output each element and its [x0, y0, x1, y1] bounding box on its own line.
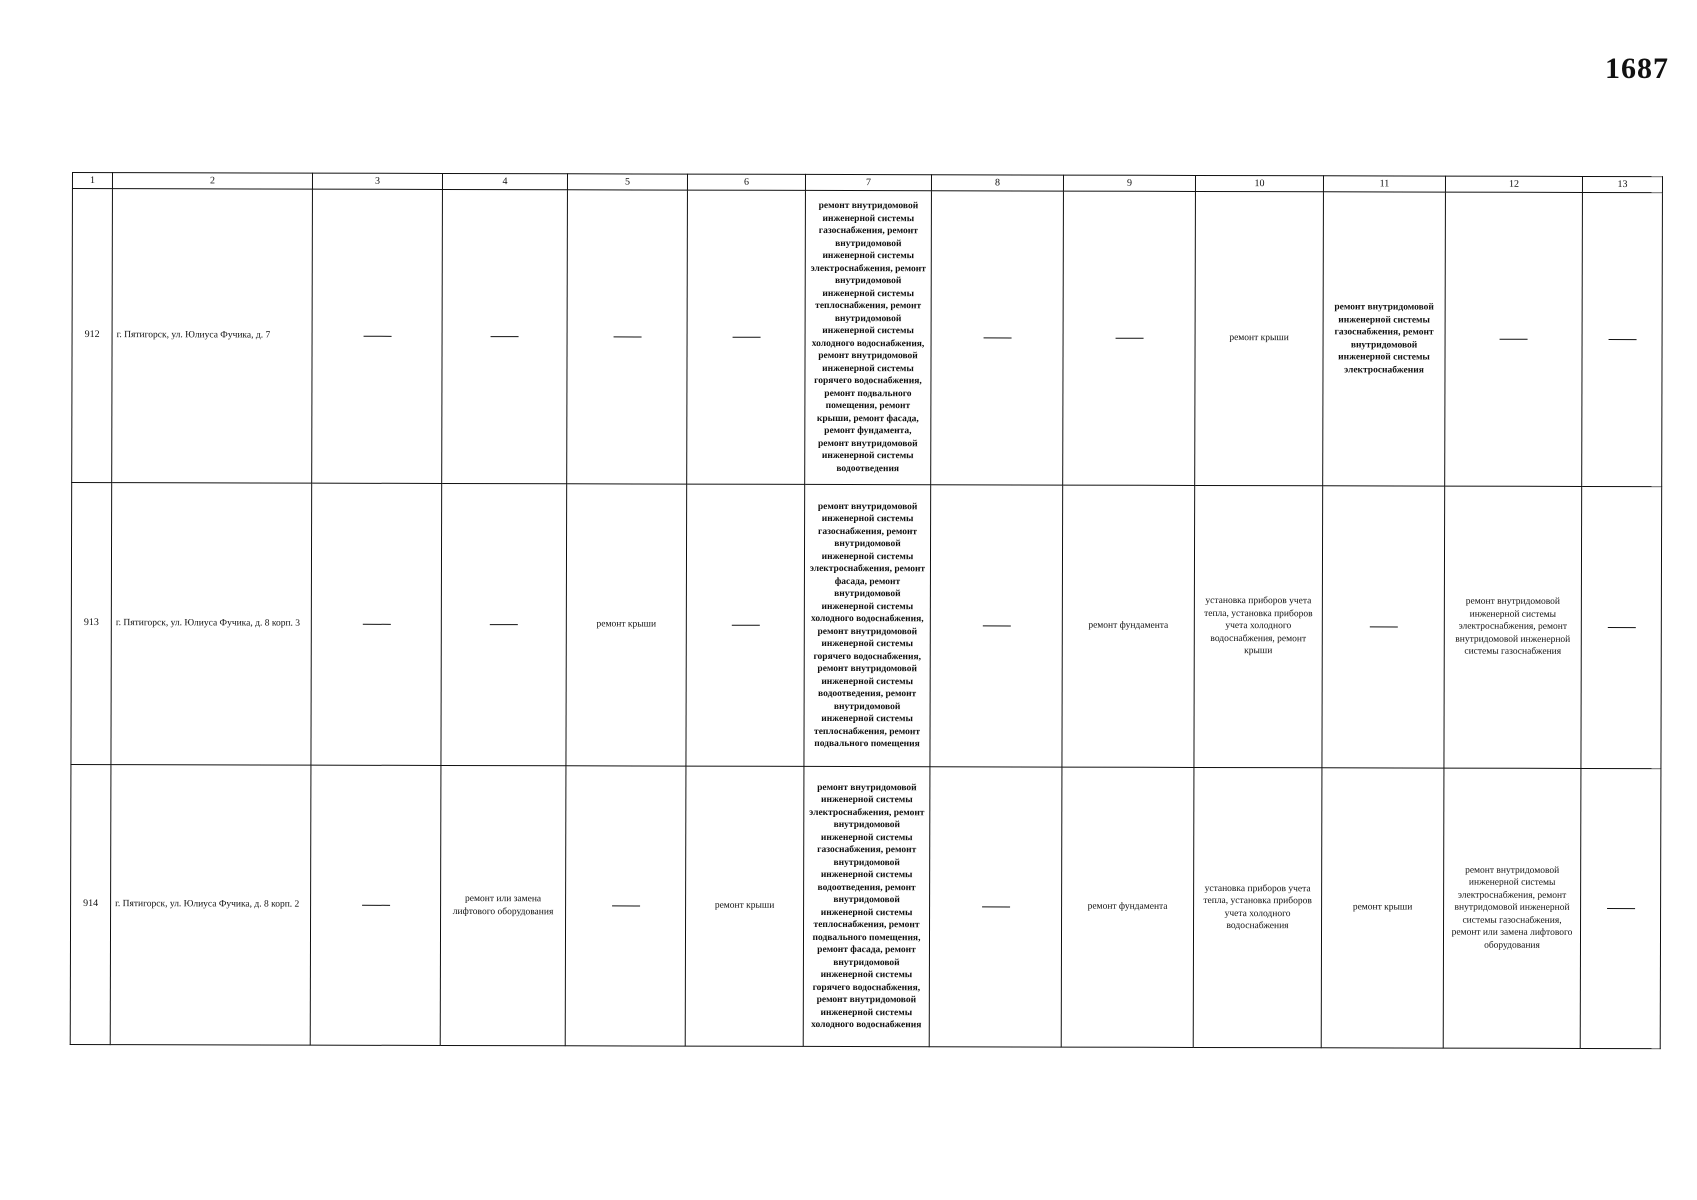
header-cell-3: 3	[312, 173, 442, 189]
empty-dash	[1607, 627, 1635, 628]
column-3-cell	[311, 483, 442, 765]
header-cell-6: 6	[687, 174, 805, 190]
column-5-cell: ремонт крыши	[566, 484, 687, 766]
column-12-cell: ремонт внутридомовой инженерной системы электроснабжения, ремонт внутридомовой инженерной системы газоснабжения	[1444, 486, 1582, 768]
table-row	[72, 189, 1663, 487]
empty-dash	[1607, 908, 1635, 909]
empty-dash	[490, 624, 518, 625]
empty-dash	[731, 624, 759, 625]
column-7-cell: ремонт внутридомовой инженерной системы газоснабжения, ремонт внутридомовой инженерной системы электроснабжения, ремонт внутридомовой инженерной системы теплоснабжения, ремонт внутридомовой инженерной системы холодного водоснабжения, ремонт внутридомовой инженерной системы горячего водоснабжения, ремонт подвального помещения, ремонт крыши, ремонт фасада, ремонт фундамента, ремонт внутридомовой инженерной системы водоотведения	[805, 190, 932, 484]
empty-dash	[362, 904, 390, 905]
column-11-cell: ремонт крыши	[1321, 768, 1444, 1048]
header-cell-2: 2	[112, 173, 312, 190]
header-cell-13: 13	[1582, 176, 1662, 192]
column-4-cell	[442, 189, 568, 483]
column-9-cell: ремонт фундамента	[1062, 485, 1195, 767]
column-8-cell	[931, 191, 1064, 485]
column-8-cell	[930, 485, 1063, 767]
column-7-cell: ремонт внутридомовой инженерной системы электроснабжения, ремонт внутридомовой инженерной системы газоснабжения, ремонт внутридомовой инженерной системы водоотведения, ремонт внутридомовой инженерной системы теплоснабжения, ремонт подвального помещения, ремонт фасада, ремонт внутридомовой инженерной системы горячего водоснабжения, ремонт внутридомовой инженерной системы холодного водоснабжения	[803, 766, 930, 1046]
column-13-cell	[1582, 192, 1663, 486]
column-11-cell: ремонт внутридомовой инженерной системы газоснабжения, ремонт внутридомовой инженерной системы электроснабжения	[1323, 192, 1446, 486]
page-number: 1687	[1605, 52, 1669, 85]
address-cell: г. Пятигорск, ул. Юлиуса Фучика, д. 8 корп. 3	[111, 483, 312, 766]
empty-dash	[613, 336, 641, 337]
row-number-cell: 914	[70, 764, 111, 1044]
column-6-cell	[686, 484, 805, 766]
address-cell: г. Пятигорск, ул. Юлиуса Фучика, д. 7	[112, 189, 313, 484]
column-7-cell: ремонт внутридомовой инженерной системы газоснабжения, ремонт внутридомовой инженерной системы электроснабжения, ремонт фасада, ремонт внутридомовой инженерной системы холодного водоснабжения, ремонт внутридомовой инженерной системы горячего водоснабжения, ремонт внутридомовой инженерной системы водоотведения, ремонт внутридомовой инженерной системы теплоснабжения, ремонт подвального помещения	[804, 484, 931, 766]
table-body	[70, 173, 1662, 1049]
empty-dash	[1608, 339, 1636, 340]
column-13-cell	[1580, 768, 1661, 1048]
column-6-cell: ремонт крыши	[685, 766, 804, 1046]
empty-dash	[362, 623, 390, 624]
empty-dash	[363, 335, 391, 336]
column-4-cell: ремонт или замена лифтового оборудования	[440, 765, 566, 1045]
repair-schedule-table	[70, 172, 1663, 1049]
column-11-cell	[1322, 486, 1445, 768]
column-4-cell	[441, 483, 567, 765]
document-table-wrap	[70, 172, 1663, 1049]
column-10-cell: установка приборов учета тепла, установка приборов учета холодного водоснабжения, ремонт крыши	[1194, 485, 1323, 767]
column-3-cell	[312, 189, 443, 483]
column-5-cell	[565, 766, 686, 1046]
header-cell-11: 11	[1323, 176, 1445, 192]
table-row	[71, 483, 1662, 769]
address-cell: г. Пятигорск, ул. Юлиуса Фучика, д. 8 корп. 2	[110, 765, 311, 1046]
column-8-cell	[929, 767, 1062, 1047]
empty-dash	[732, 336, 760, 337]
column-12-cell	[1445, 192, 1583, 486]
empty-dash	[1500, 338, 1528, 339]
header-cell-7: 7	[805, 174, 931, 190]
empty-dash	[982, 625, 1010, 626]
empty-dash	[982, 906, 1010, 907]
column-9-cell: ремонт фундамента	[1061, 767, 1194, 1047]
header-cell-4: 4	[442, 173, 567, 189]
column-5-cell	[567, 190, 688, 484]
column-10-cell: ремонт крыши	[1195, 191, 1324, 485]
table-row	[70, 764, 1661, 1048]
column-3-cell	[310, 765, 441, 1045]
empty-dash	[1115, 337, 1143, 338]
row-number-cell: 912	[72, 189, 113, 483]
header-cell-1: 1	[72, 173, 112, 189]
header-cell-10: 10	[1195, 175, 1323, 191]
empty-dash	[983, 337, 1011, 338]
empty-dash	[491, 336, 519, 337]
column-9-cell	[1063, 191, 1196, 485]
header-cell-9: 9	[1063, 175, 1195, 191]
header-cell-5: 5	[567, 174, 687, 190]
column-6-cell	[687, 190, 806, 484]
column-10-cell: установка приборов учета тепла, установка приборов учета холодного водоснабжения	[1193, 767, 1322, 1047]
header-cell-12: 12	[1445, 176, 1582, 192]
empty-dash	[1369, 626, 1397, 627]
header-cell-8: 8	[931, 175, 1063, 191]
empty-dash	[612, 905, 640, 906]
column-12-cell: ремонт внутридомовой инженерной системы электроснабжения, ремонт внутридомовой инженерной системы газоснабжения, ремонт или замена лифтового оборудования	[1443, 768, 1581, 1048]
row-number-cell: 913	[71, 483, 112, 765]
column-13-cell	[1581, 486, 1662, 768]
